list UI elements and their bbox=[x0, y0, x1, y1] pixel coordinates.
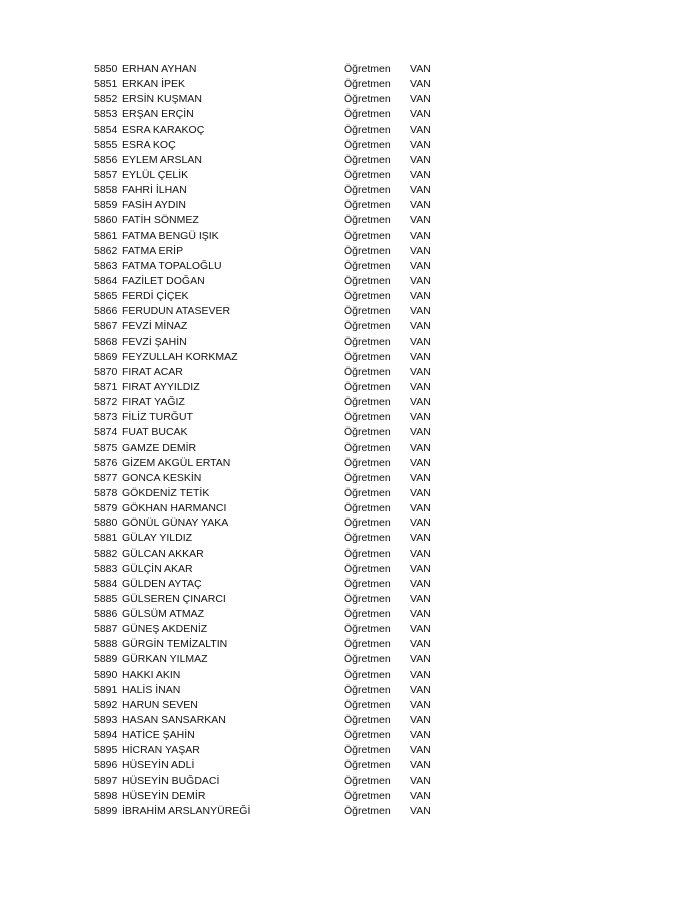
list-row bbox=[94, 410, 454, 425]
list-row bbox=[94, 728, 454, 743]
person-name: HÜSEYİN ADLİ bbox=[122, 759, 195, 772]
person-name: HAKKI AKIN bbox=[122, 668, 181, 681]
person-name: GÜNEŞ AKDENİZ bbox=[122, 623, 208, 636]
row-number: 5857 bbox=[94, 168, 118, 181]
list-row bbox=[94, 183, 454, 198]
list-row bbox=[94, 304, 454, 319]
person-title: Öğretmen bbox=[344, 683, 391, 696]
list-row bbox=[94, 244, 454, 259]
person-city: VAN bbox=[410, 244, 431, 257]
row-number: 5854 bbox=[94, 123, 118, 136]
person-city: VAN bbox=[410, 804, 431, 817]
person-name: FIRAT ACAR bbox=[122, 365, 183, 378]
person-city: VAN bbox=[410, 638, 431, 651]
row-number: 5876 bbox=[94, 456, 118, 469]
row-number: 5885 bbox=[94, 592, 118, 605]
row-number: 5869 bbox=[94, 350, 118, 363]
person-name: FATMA TOPALOĞLU bbox=[122, 259, 222, 272]
list-row bbox=[94, 713, 454, 728]
list-row bbox=[94, 486, 454, 501]
list-row bbox=[94, 501, 454, 516]
row-number: 5858 bbox=[94, 184, 118, 197]
row-number: 5877 bbox=[94, 471, 118, 484]
person-title: Öğretmen bbox=[344, 744, 391, 757]
person-name: GÖKHAN HARMANCI bbox=[122, 502, 227, 515]
person-city: VAN bbox=[410, 426, 431, 439]
row-number: 5893 bbox=[94, 714, 118, 727]
list-row bbox=[94, 123, 454, 138]
person-name: HÜSEYİN BUĞDACİ bbox=[122, 774, 220, 787]
list-row bbox=[94, 471, 454, 486]
person-city: VAN bbox=[410, 78, 431, 91]
row-number: 5860 bbox=[94, 214, 118, 227]
person-title: Öğretmen bbox=[344, 486, 391, 499]
row-number: 5894 bbox=[94, 729, 118, 742]
person-title: Öğretmen bbox=[344, 78, 391, 91]
person-city: VAN bbox=[410, 577, 431, 590]
person-title: Öğretmen bbox=[344, 729, 391, 742]
row-number: 5850 bbox=[94, 63, 118, 75]
person-title: Öğretmen bbox=[344, 168, 391, 181]
list-row bbox=[94, 668, 454, 683]
person-title: Öğretmen bbox=[344, 305, 391, 318]
list-row bbox=[94, 259, 454, 274]
row-number: 5875 bbox=[94, 441, 118, 454]
person-name: FEVZİ MİNAZ bbox=[122, 320, 188, 333]
person-title: Öğretmen bbox=[344, 608, 391, 621]
person-city: VAN bbox=[410, 471, 431, 484]
list-row bbox=[94, 168, 454, 183]
person-name: GÜLDEN AYTAÇ bbox=[122, 577, 202, 590]
list-row bbox=[94, 365, 454, 380]
person-name: GİZEM AKGÜL ERTAN bbox=[122, 456, 231, 469]
list-row bbox=[94, 562, 454, 577]
list-row bbox=[94, 441, 454, 456]
person-city: VAN bbox=[410, 759, 431, 772]
list-row bbox=[94, 622, 454, 637]
person-title: Öğretmen bbox=[344, 789, 391, 802]
list-row bbox=[94, 319, 454, 334]
person-title: Öğretmen bbox=[344, 502, 391, 515]
person-title: Öğretmen bbox=[344, 456, 391, 469]
person-title: Öğretmen bbox=[344, 638, 391, 651]
row-number: 5871 bbox=[94, 380, 118, 393]
row-number: 5862 bbox=[94, 244, 118, 257]
person-name: GÜLCAN AKKAR bbox=[122, 547, 204, 560]
person-city: VAN bbox=[410, 63, 431, 75]
list-row bbox=[94, 774, 454, 789]
list-row bbox=[94, 380, 454, 395]
list-row bbox=[94, 395, 454, 410]
row-number: 5898 bbox=[94, 789, 118, 802]
person-name: FAZİLET DOĞAN bbox=[122, 274, 205, 287]
person-title: Öğretmen bbox=[344, 774, 391, 787]
person-title: Öğretmen bbox=[344, 259, 391, 272]
row-number: 5872 bbox=[94, 396, 118, 409]
person-name: HARUN SEVEN bbox=[122, 698, 198, 711]
row-number: 5853 bbox=[94, 108, 118, 121]
person-city: VAN bbox=[410, 683, 431, 696]
list-row bbox=[94, 92, 454, 107]
list-row bbox=[94, 607, 454, 622]
person-title: Öğretmen bbox=[344, 623, 391, 636]
person-city: VAN bbox=[410, 335, 431, 348]
person-city: VAN bbox=[410, 123, 431, 136]
person-title: Öğretmen bbox=[344, 396, 391, 409]
row-number: 5851 bbox=[94, 78, 118, 91]
person-city: VAN bbox=[410, 517, 431, 530]
person-city: VAN bbox=[410, 108, 431, 121]
person-title: Öğretmen bbox=[344, 290, 391, 303]
person-city: VAN bbox=[410, 698, 431, 711]
person-city: VAN bbox=[410, 320, 431, 333]
row-number: 5859 bbox=[94, 199, 118, 212]
row-number: 5863 bbox=[94, 259, 118, 272]
person-name: FEYZULLAH KORKMAZ bbox=[122, 350, 238, 363]
row-number: 5882 bbox=[94, 547, 118, 560]
row-number: 5865 bbox=[94, 290, 118, 303]
person-city: VAN bbox=[410, 729, 431, 742]
person-title: Öğretmen bbox=[344, 229, 391, 242]
row-number: 5895 bbox=[94, 744, 118, 757]
person-title: Öğretmen bbox=[344, 244, 391, 257]
person-title: Öğretmen bbox=[344, 562, 391, 575]
row-number: 5897 bbox=[94, 774, 118, 787]
person-name: ERKAN İPEK bbox=[122, 78, 186, 91]
row-number: 5868 bbox=[94, 335, 118, 348]
list-row bbox=[94, 62, 454, 77]
person-name: EYLÜL ÇELİK bbox=[122, 168, 189, 181]
person-title: Öğretmen bbox=[344, 759, 391, 772]
list-row bbox=[94, 531, 454, 546]
person-name: ERŞAN ERÇİN bbox=[122, 108, 194, 121]
person-city: VAN bbox=[410, 138, 431, 151]
person-city: VAN bbox=[410, 623, 431, 636]
person-title: Öğretmen bbox=[344, 138, 391, 151]
person-city: VAN bbox=[410, 547, 431, 560]
person-title: Öğretmen bbox=[344, 426, 391, 439]
row-number: 5852 bbox=[94, 93, 118, 106]
person-title: Öğretmen bbox=[344, 320, 391, 333]
person-name: GÜLSÜM ATMAZ bbox=[122, 608, 205, 621]
list-row bbox=[94, 198, 454, 213]
row-number: 5888 bbox=[94, 638, 118, 651]
person-city: VAN bbox=[410, 380, 431, 393]
person-name: HALİS İNAN bbox=[122, 683, 181, 696]
person-name: HÜSEYİN DEMİR bbox=[122, 789, 206, 802]
person-title: Öğretmen bbox=[344, 335, 391, 348]
list-row bbox=[94, 516, 454, 531]
person-title: Öğretmen bbox=[344, 63, 391, 75]
person-title: Öğretmen bbox=[344, 547, 391, 560]
person-name: FATMA BENGÜ IŞIK bbox=[122, 229, 219, 242]
row-number: 5867 bbox=[94, 320, 118, 333]
person-city: VAN bbox=[410, 668, 431, 681]
row-number: 5891 bbox=[94, 683, 118, 696]
list-row bbox=[94, 637, 454, 652]
person-city: VAN bbox=[410, 502, 431, 515]
personnel-list bbox=[94, 62, 454, 819]
person-name: FERUDUN ATASEVER bbox=[122, 305, 231, 318]
person-title: Öğretmen bbox=[344, 199, 391, 212]
list-row bbox=[94, 350, 454, 365]
row-number: 5899 bbox=[94, 804, 118, 817]
row-number: 5881 bbox=[94, 532, 118, 545]
person-city: VAN bbox=[410, 441, 431, 454]
row-number: 5864 bbox=[94, 274, 118, 287]
person-city: VAN bbox=[410, 396, 431, 409]
list-row bbox=[94, 274, 454, 289]
list-row bbox=[94, 698, 454, 713]
person-title: Öğretmen bbox=[344, 108, 391, 121]
person-name: GÜRGİN TEMİZALTIN bbox=[122, 638, 228, 651]
person-city: VAN bbox=[410, 592, 431, 605]
list-row bbox=[94, 107, 454, 122]
row-number: 5889 bbox=[94, 653, 118, 666]
person-name: GÜLAY YILDIZ bbox=[122, 532, 193, 545]
person-title: Öğretmen bbox=[344, 411, 391, 424]
person-title: Öğretmen bbox=[344, 471, 391, 484]
row-number: 5874 bbox=[94, 426, 118, 439]
person-name: FİLİZ TURĞUT bbox=[122, 411, 193, 424]
person-name: HATİCE ŞAHİN bbox=[122, 729, 195, 742]
person-name: GAMZE DEMİR bbox=[122, 441, 197, 454]
person-city: VAN bbox=[410, 744, 431, 757]
person-city: VAN bbox=[410, 456, 431, 469]
list-row bbox=[94, 547, 454, 562]
person-title: Öğretmen bbox=[344, 653, 391, 666]
row-number: 5880 bbox=[94, 517, 118, 530]
person-name: ERSİN KUŞMAN bbox=[122, 93, 202, 106]
person-city: VAN bbox=[410, 259, 431, 272]
person-name: FATMA ERİP bbox=[122, 244, 184, 257]
person-city: VAN bbox=[410, 229, 431, 242]
person-name: GÖKDENİZ TETİK bbox=[122, 486, 210, 499]
row-number: 5884 bbox=[94, 577, 118, 590]
list-row bbox=[94, 577, 454, 592]
row-number: 5873 bbox=[94, 411, 118, 424]
row-number: 5861 bbox=[94, 229, 118, 242]
person-name: GÜLSEREN ÇINARCI bbox=[122, 592, 226, 605]
person-city: VAN bbox=[410, 274, 431, 287]
row-number: 5870 bbox=[94, 365, 118, 378]
row-number: 5887 bbox=[94, 623, 118, 636]
list-row bbox=[94, 153, 454, 168]
person-city: VAN bbox=[410, 93, 431, 106]
list-row bbox=[94, 138, 454, 153]
person-city: VAN bbox=[410, 214, 431, 227]
list-row bbox=[94, 335, 454, 350]
person-title: Öğretmen bbox=[344, 698, 391, 711]
list-row bbox=[94, 804, 454, 819]
list-row bbox=[94, 77, 454, 92]
person-name: GONCA KESKİN bbox=[122, 471, 202, 484]
person-name: FIRAT AYYILDIZ bbox=[122, 380, 200, 393]
person-title: Öğretmen bbox=[344, 365, 391, 378]
person-city: VAN bbox=[410, 350, 431, 363]
person-name: EYLEM ARSLAN bbox=[122, 153, 202, 166]
list-row bbox=[94, 592, 454, 607]
person-city: VAN bbox=[410, 486, 431, 499]
row-number: 5883 bbox=[94, 562, 118, 575]
person-title: Öğretmen bbox=[344, 214, 391, 227]
person-city: VAN bbox=[410, 305, 431, 318]
person-title: Öğretmen bbox=[344, 93, 391, 106]
person-city: VAN bbox=[410, 532, 431, 545]
list-row bbox=[94, 229, 454, 244]
person-name: FAHRİ İLHAN bbox=[122, 184, 187, 197]
person-name: ERHAN AYHAN bbox=[122, 63, 197, 75]
row-number: 5892 bbox=[94, 698, 118, 711]
row-number: 5890 bbox=[94, 668, 118, 681]
person-city: VAN bbox=[410, 714, 431, 727]
person-name: İBRAHİM ARSLANYÜREĞİ bbox=[122, 804, 251, 817]
person-title: Öğretmen bbox=[344, 123, 391, 136]
person-title: Öğretmen bbox=[344, 274, 391, 287]
person-name: GÖNÜL GÜNAY YAKA bbox=[122, 517, 229, 530]
person-title: Öğretmen bbox=[344, 714, 391, 727]
person-city: VAN bbox=[410, 290, 431, 303]
person-city: VAN bbox=[410, 789, 431, 802]
person-name: GÜLÇİN AKAR bbox=[122, 562, 193, 575]
row-number: 5886 bbox=[94, 608, 118, 621]
person-city: VAN bbox=[410, 365, 431, 378]
person-name: FUAT BUCAK bbox=[122, 426, 188, 439]
list-row bbox=[94, 789, 454, 804]
person-city: VAN bbox=[410, 653, 431, 666]
person-city: VAN bbox=[410, 562, 431, 575]
person-name: ESRA KOÇ bbox=[122, 138, 176, 151]
list-row bbox=[94, 213, 454, 228]
row-number: 5879 bbox=[94, 502, 118, 515]
row-number: 5878 bbox=[94, 486, 118, 499]
person-name: FERDİ ÇİÇEK bbox=[122, 290, 189, 303]
person-name: GÜRKAN YILMAZ bbox=[122, 653, 208, 666]
list-row bbox=[94, 743, 454, 758]
row-number: 5855 bbox=[94, 138, 118, 151]
person-title: Öğretmen bbox=[344, 380, 391, 393]
list-row bbox=[94, 289, 454, 304]
list-row bbox=[94, 425, 454, 440]
person-name: FATİH SÖNMEZ bbox=[122, 214, 199, 227]
list-row bbox=[94, 456, 454, 471]
person-title: Öğretmen bbox=[344, 441, 391, 454]
person-name: FEVZİ ŞAHİN bbox=[122, 335, 187, 348]
person-city: VAN bbox=[410, 608, 431, 621]
person-title: Öğretmen bbox=[344, 804, 391, 817]
person-title: Öğretmen bbox=[344, 517, 391, 530]
person-city: VAN bbox=[410, 774, 431, 787]
list-row bbox=[94, 683, 454, 698]
person-name: FASİH AYDIN bbox=[122, 199, 186, 212]
person-city: VAN bbox=[410, 199, 431, 212]
person-city: VAN bbox=[410, 168, 431, 181]
person-title: Öğretmen bbox=[344, 592, 391, 605]
person-title: Öğretmen bbox=[344, 532, 391, 545]
person-title: Öğretmen bbox=[344, 577, 391, 590]
list-row bbox=[94, 652, 454, 667]
person-title: Öğretmen bbox=[344, 153, 391, 166]
list-row bbox=[94, 758, 454, 773]
person-title: Öğretmen bbox=[344, 350, 391, 363]
person-city: VAN bbox=[410, 411, 431, 424]
person-name: FIRAT YAĞIZ bbox=[122, 396, 185, 409]
row-number: 5896 bbox=[94, 759, 118, 772]
person-name: HİCRAN YAŞAR bbox=[122, 744, 200, 757]
person-name: ESRA KARAKOÇ bbox=[122, 123, 205, 136]
person-title: Öğretmen bbox=[344, 184, 391, 197]
row-number: 5856 bbox=[94, 153, 118, 166]
person-name: HASAN SANSARKAN bbox=[122, 714, 226, 727]
person-city: VAN bbox=[410, 153, 431, 166]
row-number: 5866 bbox=[94, 305, 118, 318]
person-title: Öğretmen bbox=[344, 668, 391, 681]
person-city: VAN bbox=[410, 184, 431, 197]
